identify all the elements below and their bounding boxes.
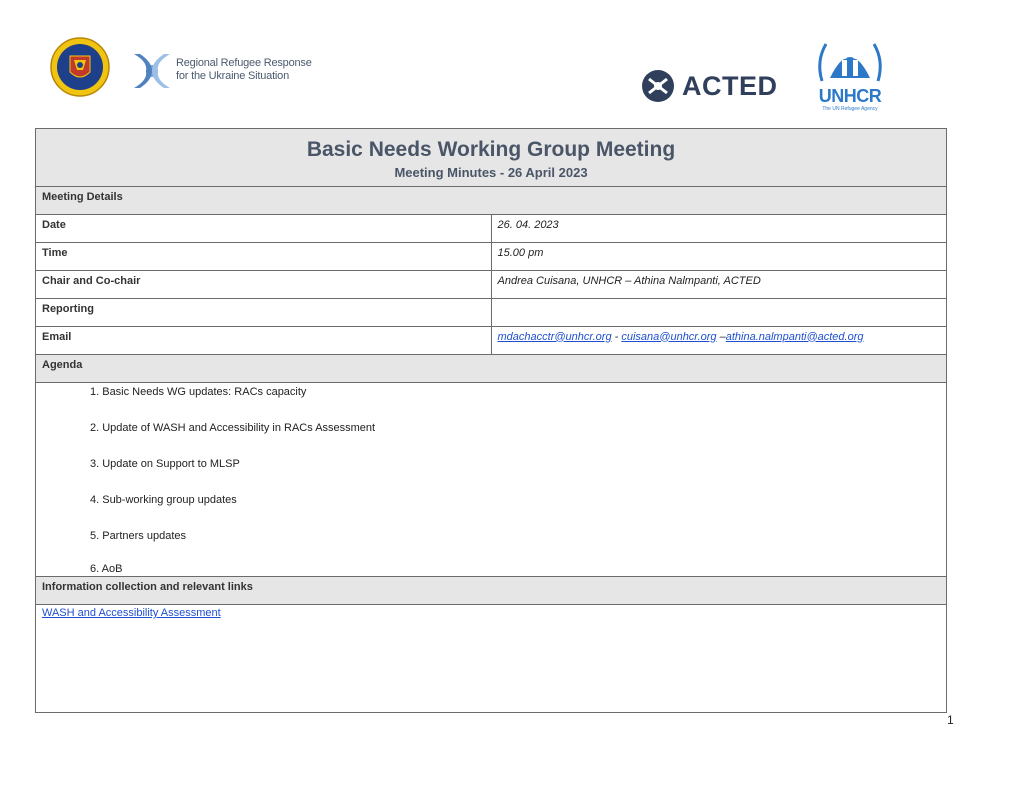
email-separator-2: – (716, 330, 726, 343)
acted-logo (641, 68, 781, 104)
time-value: 15.00 pm (497, 246, 544, 259)
rrr-line-1: Regional Refugee Response (176, 57, 312, 69)
page-number: 1 (947, 713, 954, 727)
email-label: Email (42, 330, 72, 343)
rrr-line-2: for the Ukraine Situation (176, 70, 290, 82)
time-label: Time (42, 246, 68, 259)
chair-value: Andrea Cuisana, UNHCR – Athina Nalmpanti, ACTED (497, 274, 761, 287)
wash-assessment-link[interactable]: WASH and Accessibility Assessment (42, 607, 221, 619)
info-label: Information collection and relevant links (42, 580, 253, 593)
email-row (36, 327, 947, 355)
agenda-header (36, 355, 947, 383)
email-link-1[interactable]: mdachacctr@unhcr.org (497, 330, 612, 343)
moldova-coat-of-arms-logo (50, 36, 110, 98)
chair-label: Chair and Co-chair (42, 274, 141, 287)
reporting-row (36, 299, 947, 327)
agenda-item: 3. Update on Support to MLSP (90, 458, 240, 470)
document-title: Basic Needs Working Group Meeting (306, 137, 676, 161)
meeting-details-header (36, 187, 947, 215)
agenda-label: Agenda (42, 358, 83, 371)
agenda-item: 4. Sub-working group updates (90, 494, 237, 506)
unhcr-tagline: The UN Refugee Agency (822, 106, 878, 112)
agenda-item: 2. Update of WASH and Accessibility in RACs Assessment (90, 422, 376, 434)
email-link-2[interactable]: cuisana@unhcr.org (621, 330, 717, 343)
info-header (36, 577, 947, 605)
chair-row (36, 271, 947, 299)
agenda-item: 6. AoB (90, 563, 123, 575)
unhcr-logo (812, 36, 888, 116)
date-row (36, 215, 947, 243)
document-subtitle: Meeting Minutes - 26 April 2023 (394, 164, 588, 180)
meeting-details-label: Meeting Details (42, 190, 123, 203)
reporting-label: Reporting (42, 302, 94, 315)
time-row (36, 243, 947, 271)
agenda-item: 5. Partners updates (90, 530, 187, 542)
email-link-3[interactable]: athina.nalmpanti@acted.org (725, 330, 864, 343)
email-separator-1: - (611, 330, 622, 343)
meeting-minutes-table (35, 128, 947, 713)
agenda-cell (36, 383, 947, 577)
acted-wordmark: ACTED (682, 71, 778, 101)
unhcr-wordmark: UNHCR (818, 86, 882, 106)
info-cell (36, 605, 947, 713)
agenda-item: 1. Basic Needs WG updates: RACs capacity (90, 386, 307, 398)
date-label: Date (42, 218, 66, 231)
regional-refugee-response-logo (130, 48, 320, 94)
title-cell (36, 129, 947, 187)
date-value: 26. 04. 2023 (497, 218, 559, 231)
